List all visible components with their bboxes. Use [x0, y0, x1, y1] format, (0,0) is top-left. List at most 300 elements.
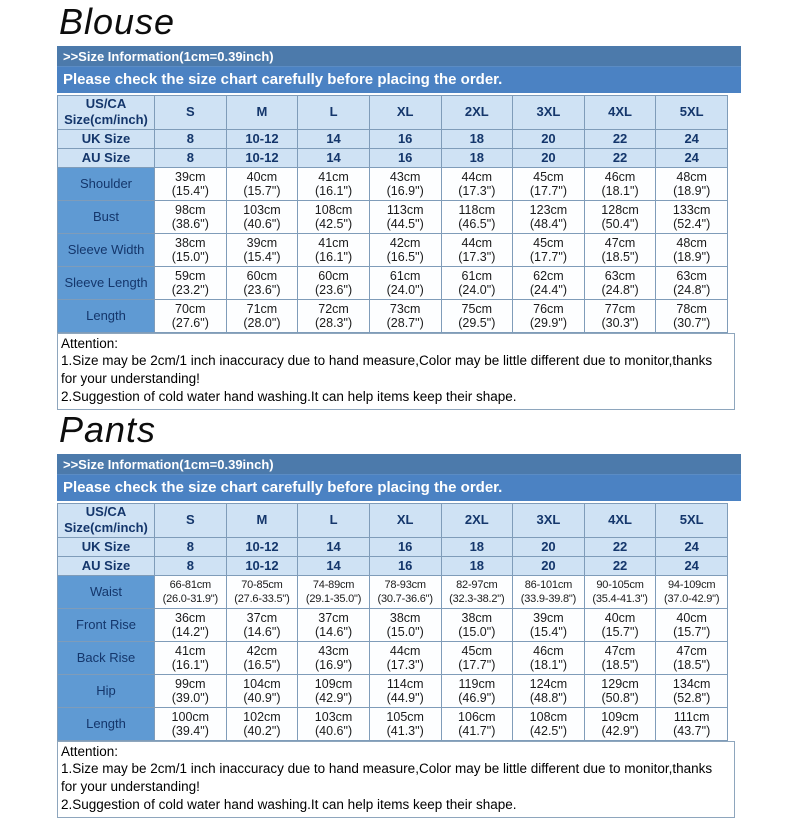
inch-value: (30.7-36.6") — [377, 592, 433, 605]
row-label: Bust — [58, 200, 155, 233]
inch-value: (29.1-35.0") — [305, 592, 362, 605]
row-label: UK Size — [58, 537, 155, 556]
inch-value: (14.2") — [171, 624, 209, 639]
measurement-value-cell — [369, 167, 441, 200]
measurement-value-cell — [369, 641, 441, 674]
measurement-value-cell — [656, 233, 728, 266]
cm-value: 114cm — [386, 676, 424, 691]
measurement-value-cell — [584, 674, 656, 707]
measurement-value-cell — [226, 641, 298, 674]
measurement-row — [58, 608, 728, 641]
cm-value: 61cm — [389, 268, 421, 283]
measurement-value-cell — [656, 608, 728, 641]
inch-value: (18.5") — [601, 249, 639, 264]
size-value-cell: 18 — [441, 129, 513, 148]
cm-value: 76cm — [533, 301, 564, 316]
size-header-cell: S — [155, 503, 227, 537]
measurement-value-cell — [513, 707, 585, 740]
inch-value: (33.9-39.8") — [520, 592, 577, 605]
size-value-cell: 22 — [584, 556, 656, 575]
size-value-cell: 18 — [441, 556, 513, 575]
inch-value: (15.0") — [171, 249, 209, 264]
measurement-value-cell — [155, 299, 227, 332]
section-pants — [57, 410, 741, 818]
measurement-value-cell — [226, 200, 298, 233]
measurement-value-cell — [369, 200, 441, 233]
size-value-cell: 22 — [584, 537, 656, 556]
measurement-value-cell — [513, 200, 585, 233]
inch-value: (24.8") — [601, 282, 639, 297]
inch-value: (46.5") — [458, 216, 496, 231]
measurement-value-cell — [298, 575, 370, 608]
size-value-cell: 14 — [298, 148, 370, 167]
measurement-value-cell — [441, 266, 513, 299]
inch-value: (40.6") — [315, 723, 353, 738]
cm-value: 39cm — [175, 169, 206, 184]
banner-size-info-text: >>Size Information(1cm=0.39inch) — [57, 454, 741, 475]
inch-value: (50.8") — [601, 690, 639, 705]
measurement-value-cell — [226, 674, 298, 707]
cm-value: 94-109cm — [668, 578, 716, 591]
cm-value: 118cm — [458, 202, 496, 217]
cm-value: 129cm — [601, 676, 639, 691]
cm-value: 59cm — [175, 268, 206, 283]
banner-check-notice-text: Please check the size chart carefully before placing the order. — [57, 67, 741, 93]
cm-value: 72cm — [318, 301, 349, 316]
inch-value: (15.4") — [529, 624, 567, 639]
inch-value: (24.8") — [673, 282, 711, 297]
inch-value: (23.6") — [243, 282, 281, 297]
size-value-cell: 8 — [155, 129, 227, 148]
measurement-value-cell — [298, 299, 370, 332]
cm-value: 128cm — [601, 202, 639, 217]
cm-value: 82-97cm — [456, 578, 498, 591]
pants-attention-note — [57, 741, 735, 818]
cm-value: 113cm — [386, 202, 424, 217]
measurement-value-cell — [584, 167, 656, 200]
row-label: Length — [58, 299, 155, 332]
inch-value: (41.7") — [458, 723, 496, 738]
measurement-value-cell — [513, 674, 585, 707]
cm-value: 98cm — [175, 202, 206, 217]
inch-value: (29.9") — [529, 315, 567, 330]
pants-size-table — [57, 503, 728, 741]
measurement-value-cell — [441, 608, 513, 641]
cm-value: 86-101cm — [524, 578, 573, 591]
inch-value: (18.5") — [601, 657, 639, 672]
inch-value: (38.6") — [171, 216, 209, 231]
cm-value: 45cm — [533, 169, 564, 184]
size-header-cell: M — [226, 503, 298, 537]
size-header-cell: 2XL — [441, 95, 513, 129]
measurement-value-cell — [441, 641, 513, 674]
measurement-row — [58, 575, 728, 608]
size-conversion-row — [58, 148, 728, 167]
cm-value: 103cm — [243, 202, 281, 217]
cm-value: 124cm — [529, 676, 568, 691]
measurement-value-cell — [155, 200, 227, 233]
size-value-cell: 18 — [441, 148, 513, 167]
inch-value: (15.7") — [601, 624, 639, 639]
size-header-cell: L — [298, 503, 370, 537]
measurement-value-cell — [513, 266, 585, 299]
cm-value: 103cm — [314, 709, 353, 724]
cm-value: 78cm — [676, 301, 707, 316]
measurement-row — [58, 674, 728, 707]
attention-line: 1.Size may be 2cm/1 inch inaccuracy due to hand measure,Color may be little different due to monitor,thanks for your understanding! — [61, 761, 713, 795]
cm-value: 70-85cm — [241, 578, 283, 591]
size-value-cell: 20 — [513, 129, 585, 148]
measurement-value-cell — [513, 575, 585, 608]
measurement-value-cell — [298, 641, 370, 674]
measurement-value-cell — [155, 233, 227, 266]
cm-value: 47cm — [604, 235, 636, 250]
row-label: Sleeve Width — [58, 233, 155, 266]
banner-size-info-text: >>Size Information(1cm=0.39inch) — [57, 46, 741, 67]
row-label: Length — [58, 707, 155, 740]
inch-value: (42.9") — [601, 723, 639, 738]
attention-line: Attention: — [61, 743, 119, 759]
cm-value: 44cm — [389, 643, 421, 658]
measurement-value-cell — [369, 233, 441, 266]
cm-value: 70cm — [175, 301, 206, 316]
size-info-banner — [57, 46, 741, 93]
cm-value: 44cm — [461, 169, 493, 184]
measurement-value-cell — [441, 707, 513, 740]
inch-value: (37.0-42.9") — [664, 592, 720, 605]
measurement-value-cell — [584, 266, 656, 299]
cm-value: 105cm — [386, 709, 424, 724]
section-blouse — [57, 2, 741, 410]
attention-line: 2.Suggestion of cold water hand washing.It can help items keep their shape. — [61, 389, 517, 405]
inch-value: (17.3") — [386, 657, 424, 672]
inch-value: (23.6") — [315, 282, 353, 297]
measurement-value-cell — [441, 233, 513, 266]
inch-value: (40.2") — [243, 723, 281, 738]
size-value-cell: 10-12 — [226, 148, 298, 167]
cm-value: 45cm — [533, 235, 564, 250]
inch-value: (52.4") — [673, 216, 711, 231]
cm-value: 77cm — [604, 301, 636, 316]
measurement-value-cell — [441, 167, 513, 200]
corner-header-line: Size(cm/inch) — [64, 112, 148, 128]
row-label: Hip — [58, 674, 155, 707]
inch-value: (44.9") — [386, 690, 424, 705]
measurement-value-cell — [584, 200, 656, 233]
size-value-cell: 8 — [155, 537, 227, 556]
cm-value: 36cm — [175, 610, 206, 625]
inch-value: (17.7") — [529, 183, 567, 198]
inch-value: (17.7") — [458, 657, 496, 672]
measurement-value-cell — [584, 575, 656, 608]
measurement-row — [58, 707, 728, 740]
measurement-value-cell — [298, 266, 370, 299]
size-header-cell: M — [226, 95, 298, 129]
inch-value: (24.0") — [458, 282, 496, 297]
row-label: AU Size — [58, 556, 155, 575]
inch-value: (42.5") — [529, 723, 567, 738]
inch-value: (35.4-41.3") — [592, 592, 648, 605]
cm-value: 62cm — [533, 268, 564, 283]
measurement-value-cell — [155, 167, 227, 200]
measurement-value-cell — [226, 266, 298, 299]
row-label: AU Size — [58, 148, 155, 167]
cm-value: 46cm — [604, 169, 636, 184]
cm-value: 109cm — [314, 676, 353, 691]
size-conversion-row — [58, 537, 728, 556]
measurement-value-cell — [584, 299, 656, 332]
cm-value: 99cm — [175, 676, 206, 691]
measurement-value-cell — [226, 608, 298, 641]
measurement-value-cell — [298, 200, 370, 233]
measurement-value-cell — [656, 299, 728, 332]
cm-value: 60cm — [318, 268, 349, 283]
size-value-cell: 14 — [298, 537, 370, 556]
inch-value: (16.5") — [386, 249, 424, 264]
cm-value: 42cm — [389, 235, 421, 250]
size-value-cell: 10-12 — [226, 537, 298, 556]
measurement-value-cell — [656, 707, 728, 740]
cm-value: 40cm — [246, 169, 278, 184]
inch-value: (18.1") — [529, 657, 567, 672]
inch-value: (30.3") — [601, 315, 639, 330]
cm-value: 133cm — [672, 202, 711, 217]
measurement-value-cell — [226, 299, 298, 332]
size-value-cell: 16 — [369, 148, 441, 167]
size-value-cell: 8 — [155, 556, 227, 575]
inch-value: (41.3") — [386, 723, 424, 738]
inch-value: (48.8") — [529, 690, 567, 705]
measurement-value-cell — [369, 707, 441, 740]
size-value-cell: 8 — [155, 148, 227, 167]
measurement-value-cell — [155, 608, 227, 641]
measurement-value-cell — [298, 707, 370, 740]
measurement-value-cell — [369, 575, 441, 608]
corner-header-cell — [58, 503, 155, 537]
measurement-value-cell — [369, 299, 441, 332]
measurement-value-cell — [656, 575, 728, 608]
attention-line: 2.Suggestion of cold water hand washing.It can help items keep their shape. — [61, 797, 517, 813]
cm-value: 109cm — [601, 709, 639, 724]
cm-value: 38cm — [175, 235, 206, 250]
size-value-cell: 16 — [369, 537, 441, 556]
size-value-cell: 24 — [656, 537, 728, 556]
cm-value: 39cm — [533, 610, 564, 625]
pants-title: Pants — [59, 409, 157, 450]
measurement-value-cell — [369, 266, 441, 299]
measurement-value-cell — [441, 200, 513, 233]
inch-value: (23.2") — [171, 282, 209, 297]
measurement-value-cell — [298, 167, 370, 200]
measurement-value-cell — [226, 575, 298, 608]
measurement-value-cell — [155, 641, 227, 674]
measurement-value-cell — [584, 641, 656, 674]
size-value-cell: 20 — [513, 537, 585, 556]
row-label: Front Rise — [58, 608, 155, 641]
inch-value: (48.4") — [529, 216, 567, 231]
measurement-value-cell — [369, 674, 441, 707]
measurement-value-cell — [441, 674, 513, 707]
size-value-cell: 20 — [513, 148, 585, 167]
cm-value: 61cm — [461, 268, 493, 283]
inch-value: (43.7") — [673, 723, 711, 738]
inch-value: (27.6") — [171, 315, 209, 330]
size-value-cell: 14 — [298, 129, 370, 148]
measurement-row — [58, 167, 728, 200]
corner-header-cell — [58, 95, 155, 129]
measurement-value-cell — [513, 608, 585, 641]
cm-value: 108cm — [314, 202, 353, 217]
cm-value: 46cm — [533, 643, 564, 658]
row-label: Back Rise — [58, 641, 155, 674]
inch-value: (18.5") — [673, 657, 711, 672]
cm-value: 75cm — [461, 301, 493, 316]
table-header-row — [58, 503, 728, 537]
inch-value: (18.9") — [673, 249, 711, 264]
measurement-value-cell — [584, 608, 656, 641]
inch-value: (17.3") — [458, 183, 496, 198]
row-label: UK Size — [58, 129, 155, 148]
cm-value: 47cm — [676, 643, 707, 658]
inch-value: (15.4") — [243, 249, 281, 264]
cm-value: 111cm — [673, 709, 710, 724]
inch-value: (26.0-31.9") — [162, 592, 218, 605]
inch-value: (16.5") — [243, 657, 281, 672]
cm-value: 90-105cm — [596, 578, 644, 591]
measurement-value-cell — [656, 167, 728, 200]
cm-value: 40cm — [676, 610, 707, 625]
measurement-value-cell — [513, 167, 585, 200]
inch-value: (28.0") — [243, 315, 281, 330]
measurement-value-cell — [298, 608, 370, 641]
inch-value: (39.0") — [171, 690, 209, 705]
cm-value: 104cm — [243, 676, 281, 691]
inch-value: (29.5") — [458, 315, 496, 330]
measurement-row — [58, 299, 728, 332]
size-header-cell: 4XL — [584, 503, 656, 537]
measurement-value-cell — [226, 707, 298, 740]
size-header-cell: 2XL — [441, 503, 513, 537]
inch-value: (40.6") — [243, 216, 281, 231]
size-value-cell: 24 — [656, 556, 728, 575]
measurement-value-cell — [155, 674, 227, 707]
cm-value: 78-93cm — [384, 578, 426, 591]
inch-value: (39.4") — [171, 723, 209, 738]
measurement-value-cell — [656, 266, 728, 299]
inch-value: (28.3") — [315, 315, 353, 330]
cm-value: 37cm — [246, 610, 278, 625]
cm-value: 48cm — [676, 169, 707, 184]
cm-value: 66-81cm — [169, 578, 212, 591]
row-label: Waist — [58, 575, 155, 608]
cm-value: 41cm — [318, 235, 349, 250]
measurement-row — [58, 641, 728, 674]
size-value-cell: 10-12 — [226, 129, 298, 148]
inch-value: (15.0") — [458, 624, 496, 639]
inch-value: (44.5") — [386, 216, 424, 231]
measurement-value-cell — [155, 707, 227, 740]
inch-value: (42.5") — [315, 216, 353, 231]
size-value-cell: 16 — [369, 129, 441, 148]
cm-value: 102cm — [243, 709, 281, 724]
cm-value: 63cm — [676, 268, 707, 283]
inch-value: (16.1") — [171, 657, 209, 672]
measurement-value-cell — [298, 674, 370, 707]
attention-line: 1.Size may be 2cm/1 inch inaccuracy due to hand measure,Color may be little different due to monitor,thanks for your understanding! — [61, 353, 713, 387]
cm-value: 45cm — [461, 643, 493, 658]
size-info-banner — [57, 454, 741, 501]
measurement-value-cell — [656, 674, 728, 707]
size-conversion-row — [58, 556, 728, 575]
measurement-value-cell — [584, 707, 656, 740]
cm-value: 108cm — [529, 709, 568, 724]
cm-value: 60cm — [246, 268, 278, 283]
cm-value: 41cm — [175, 643, 206, 658]
measurement-value-cell — [441, 299, 513, 332]
measurement-value-cell — [584, 233, 656, 266]
inch-value: (14.6") — [243, 624, 281, 639]
inch-value: (24.0") — [386, 282, 424, 297]
cm-value: 48cm — [676, 235, 707, 250]
inch-value: (42.9") — [315, 690, 353, 705]
cm-value: 42cm — [246, 643, 278, 658]
size-header-cell: 5XL — [656, 95, 728, 129]
size-header-cell: S — [155, 95, 227, 129]
inch-value: (15.0") — [386, 624, 424, 639]
inch-value: (17.7") — [529, 249, 567, 264]
cm-value: 106cm — [458, 709, 496, 724]
corner-header-line: Size(cm/inch) — [64, 520, 148, 536]
blouse-attention-note — [57, 333, 735, 410]
row-label: Shoulder — [58, 167, 155, 200]
size-value-cell: 24 — [656, 129, 728, 148]
cm-value: 37cm — [318, 610, 349, 625]
measurement-row — [58, 266, 728, 299]
inch-value: (46.9") — [458, 690, 496, 705]
attention-line: Attention: — [61, 335, 119, 351]
inch-value: (27.6-33.5") — [234, 592, 290, 605]
measurement-value-cell — [369, 608, 441, 641]
inch-value: (15.7") — [243, 183, 281, 198]
size-header-cell: XL — [369, 503, 441, 537]
size-conversion-row — [58, 129, 728, 148]
measurement-value-cell — [226, 233, 298, 266]
size-value-cell: 14 — [298, 556, 370, 575]
table-header-row — [58, 95, 728, 129]
size-header-cell: 4XL — [584, 95, 656, 129]
measurement-value-cell — [155, 266, 227, 299]
cm-value: 73cm — [389, 301, 421, 316]
size-header-cell: XL — [369, 95, 441, 129]
cm-value: 134cm — [672, 676, 711, 691]
inch-value: (30.7") — [673, 315, 711, 330]
inch-value: (16.9") — [386, 183, 424, 198]
cm-value: 74-89cm — [312, 578, 355, 591]
measurement-row — [58, 233, 728, 266]
cm-value: 63cm — [604, 268, 636, 283]
cm-value: 119cm — [458, 676, 496, 691]
measurement-value-cell — [155, 575, 227, 608]
measurement-row — [58, 200, 728, 233]
cm-value: 40cm — [604, 610, 636, 625]
cm-value: 47cm — [604, 643, 636, 658]
inch-value: (28.7") — [386, 315, 424, 330]
cm-value: 123cm — [529, 202, 568, 217]
measurement-value-cell — [656, 200, 728, 233]
measurement-value-cell — [226, 167, 298, 200]
size-value-cell: 20 — [513, 556, 585, 575]
row-label: Sleeve Length — [58, 266, 155, 299]
